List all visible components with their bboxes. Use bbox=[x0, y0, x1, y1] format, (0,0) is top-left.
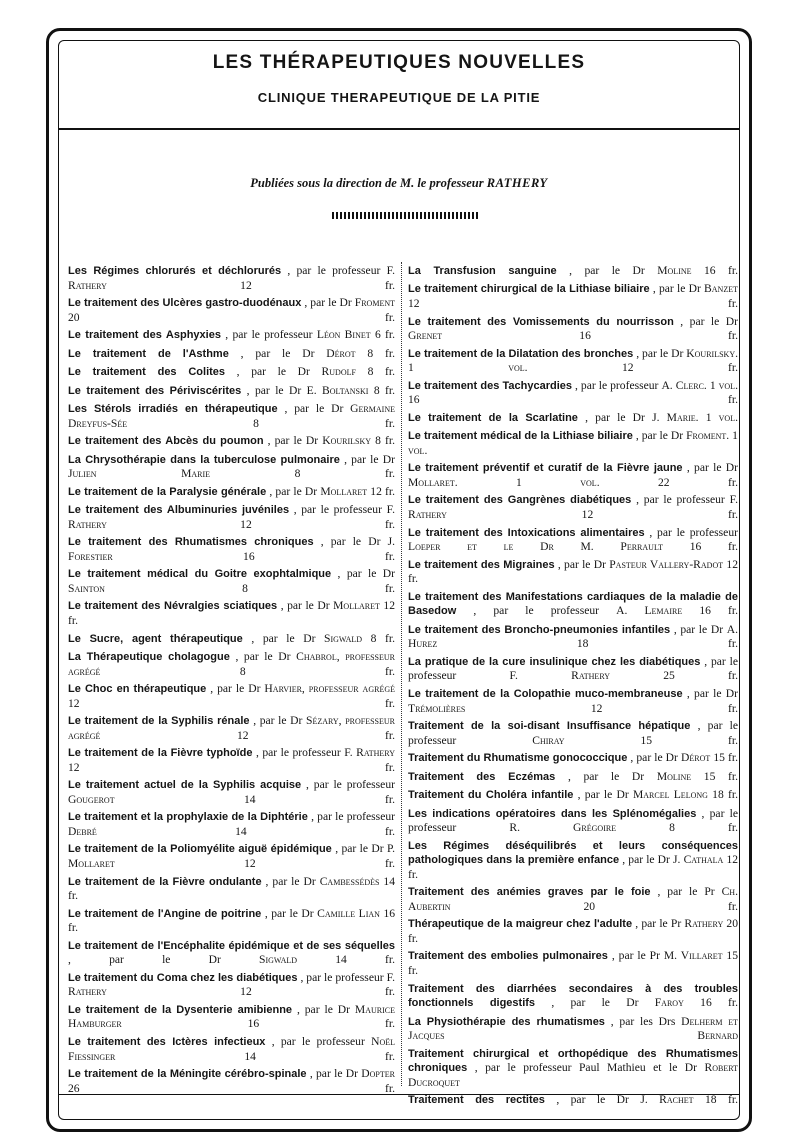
catalog-entry bbox=[68, 599, 395, 627]
entry-title: Le traitement du Coma chez les diabétiques bbox=[68, 971, 298, 984]
entry-byline: , par le Dr bbox=[335, 842, 384, 856]
entry-price: 12 fr. bbox=[240, 985, 395, 999]
entry-author: Gougerot bbox=[68, 792, 115, 806]
entry-byline: , par le Dr bbox=[577, 788, 629, 802]
entry-price: 16 fr. bbox=[247, 1017, 395, 1031]
entry-price: 16 fr. bbox=[703, 264, 739, 277]
entry-author: Ch. Aubertin bbox=[408, 885, 738, 913]
entry-author: Julien Marie bbox=[68, 467, 211, 481]
catalog-left-column bbox=[68, 264, 395, 1099]
catalog-entry bbox=[408, 282, 738, 310]
entry-title: La pratique de la cure insulinique chez les diabétiques bbox=[408, 655, 701, 668]
entry-byline: , par le Dr bbox=[551, 996, 639, 1010]
entry-author: Mollaret bbox=[320, 484, 368, 498]
entry-byline: , par le Dr bbox=[585, 410, 645, 424]
entry-price: 15 fr. bbox=[713, 751, 738, 765]
entry-price: 12 fr. bbox=[68, 760, 395, 774]
entry-author: Dérot bbox=[326, 346, 356, 360]
entry-author: F. Rathery bbox=[68, 970, 395, 999]
entry-title: Traitement chirurgical et orthopédique des Rhumatismes chroniques bbox=[408, 1047, 738, 1075]
entry-title: Le Sucre, agent thérapeutique bbox=[68, 632, 243, 645]
entry-title: Le traitement médical de la Lithiase biliaire bbox=[408, 430, 633, 443]
entry-price: 14 fr. bbox=[244, 1049, 395, 1063]
entry-title: Thérapeutique de la maigreur chez l'adulte bbox=[408, 918, 633, 931]
entry-byline: , par le Dr bbox=[686, 686, 739, 700]
entry-byline: , par le Dr bbox=[673, 622, 724, 636]
entry-price: 12 fr. bbox=[408, 297, 738, 311]
header-rule bbox=[58, 128, 740, 130]
catalog-entry bbox=[68, 453, 395, 481]
catalog-entry bbox=[68, 365, 395, 380]
entry-byline: , par le Dr bbox=[235, 650, 291, 664]
catalog-entry bbox=[68, 296, 395, 324]
entry-title: La Chrysothérapie dans la tuberculose pulmonaire bbox=[68, 453, 340, 466]
entry-byline: , par le professeur bbox=[575, 378, 659, 392]
entry-title: Le traitement de la Fièvre ondulante bbox=[68, 875, 262, 888]
entry-author: Froment. 1 vol. bbox=[408, 429, 738, 457]
entry-title: Le traitement médical du Goitre exophtalmique bbox=[68, 568, 332, 581]
entry-price: 16 fr. bbox=[579, 329, 738, 343]
entry-author: Chiray bbox=[532, 733, 565, 747]
catalog-entry bbox=[68, 682, 395, 710]
page-subtitle: CLINIQUE THERAPEUTIQUE DE LA PITIE bbox=[257, 90, 541, 105]
entry-title: Le traitement des Broncho-pneumonies infantiles bbox=[408, 623, 671, 636]
entry-title: Le traitement de la Syphilis rénale bbox=[68, 715, 250, 728]
catalog-entry bbox=[408, 807, 738, 835]
entry-price: 15 fr. bbox=[640, 733, 738, 747]
entry-title: Le traitement de la Dilatation des bronches bbox=[408, 347, 634, 360]
entry-title: Le traitement des Migraines bbox=[408, 558, 555, 571]
entry-title: Le traitement chirurgical de la Lithiase biliaire bbox=[408, 283, 650, 296]
decorative-ornament bbox=[332, 212, 478, 219]
entry-price: 12 fr. bbox=[590, 701, 738, 715]
column-divider bbox=[401, 262, 402, 1086]
entry-title: Traitement du Rhumatisme gonococcique bbox=[408, 752, 628, 765]
direction-line bbox=[58, 176, 740, 191]
entry-author: P. Mollaret bbox=[68, 842, 396, 871]
entry-author: Camille Lian bbox=[317, 906, 380, 920]
entry-price: 6 fr. bbox=[374, 328, 396, 342]
catalog-entry bbox=[68, 746, 395, 774]
entry-byline: , par le professeur bbox=[311, 810, 395, 824]
catalog-right-column bbox=[408, 264, 738, 1112]
entry-price: 12 fr. bbox=[240, 517, 395, 531]
entry-title: Le traitement de la Poliomyélite aiguë épidémique bbox=[68, 843, 332, 856]
entry-byline: , par le Dr bbox=[68, 953, 221, 967]
page-title: LES THÉRAPEUTIQUES NOUVELLES bbox=[212, 52, 586, 73]
entry-byline: , par le Dr bbox=[557, 557, 606, 571]
entry-price: 12 fr. bbox=[370, 484, 396, 498]
entry-byline: , par le professeur Paul Mathieu et le Dr bbox=[474, 1061, 698, 1075]
entry-byline: , par le Dr bbox=[680, 314, 739, 328]
entry-author: Trémolières bbox=[408, 701, 466, 715]
entry-title: Le traitement des Tachycardies bbox=[408, 379, 572, 392]
entry-author: Mollaret bbox=[333, 599, 380, 613]
entry-author: Moline bbox=[656, 769, 692, 783]
entry-byline: , par le professeur bbox=[306, 778, 395, 792]
entry-byline: , par les Drs bbox=[610, 1014, 676, 1028]
entry-price: 25 fr. bbox=[663, 669, 738, 683]
entry-title: Les Stérols irradiés en thérapeutique bbox=[68, 403, 278, 416]
catalog-entry bbox=[68, 810, 395, 838]
catalog-entry bbox=[408, 687, 738, 715]
entry-byline: , par le Dr bbox=[269, 484, 318, 498]
catalog-entry bbox=[68, 264, 395, 292]
entry-byline: , par le Pr bbox=[657, 885, 715, 899]
entry-author: Maurice Hamburger bbox=[68, 1002, 396, 1031]
entry-title: Le traitement des Manifestations cardiaques de la maladie de Basedow bbox=[408, 590, 738, 618]
entry-author: J. Marie. 1 vol. bbox=[652, 410, 738, 424]
entry-title: Le traitement de la Fièvre typhoïde bbox=[68, 747, 253, 760]
catalog-entry bbox=[408, 526, 738, 554]
entry-price: 15 fr. bbox=[408, 949, 739, 978]
entry-byline: , par le Dr bbox=[251, 631, 316, 645]
catalog-entry bbox=[68, 485, 395, 500]
entry-author: Léon Binet bbox=[316, 328, 371, 342]
entry-title: Le traitement des Colites bbox=[68, 366, 226, 379]
catalog-entry bbox=[408, 461, 738, 489]
entry-author: R. Grégoire bbox=[509, 821, 617, 835]
entry-byline: , par le Dr bbox=[636, 346, 684, 360]
catalog-entry bbox=[408, 411, 738, 426]
entry-author: Noël Fiessinger bbox=[68, 1034, 396, 1063]
director-name: RATHERY bbox=[486, 176, 548, 190]
entry-price: 15 fr. bbox=[703, 769, 739, 783]
entry-author: Harvier, professeur agrégé bbox=[264, 682, 395, 696]
entry-price: 8 fr. bbox=[373, 383, 396, 397]
entry-author: Froment bbox=[354, 296, 395, 310]
catalog-entry bbox=[408, 429, 738, 457]
entry-price: 12 fr. bbox=[408, 853, 739, 881]
entry-title: Le traitement de la Paralysie générale bbox=[68, 485, 267, 498]
entry-title: Le traitement des Vomissements du nourrisson bbox=[408, 315, 674, 328]
catalog-entry bbox=[408, 315, 738, 343]
catalog-entry bbox=[68, 714, 395, 742]
entry-title: Le Choc en thérapeutique bbox=[68, 683, 207, 696]
entry-byline: , par le Dr bbox=[635, 429, 684, 443]
entry-byline: , par le professeur bbox=[293, 503, 382, 517]
catalog-entry bbox=[408, 885, 738, 913]
entry-title: Traitement du Choléra infantile bbox=[408, 789, 574, 802]
entry-byline: , par le Dr bbox=[686, 461, 739, 475]
catalog-entry bbox=[68, 842, 395, 870]
entry-price: 8 fr. bbox=[367, 346, 395, 360]
catalog-entry bbox=[408, 623, 738, 651]
entry-price: 14 fr. bbox=[68, 874, 396, 903]
catalog-entry bbox=[408, 655, 738, 683]
entry-title: Le traitement de la Scarlatine bbox=[408, 411, 578, 424]
catalog-entry bbox=[408, 839, 738, 882]
entry-byline: , par le Dr bbox=[253, 714, 303, 728]
entry-author: Dérot bbox=[681, 751, 711, 765]
catalog-entry bbox=[68, 778, 395, 806]
entry-price: 12 fr. bbox=[244, 857, 395, 871]
entry-author: J. Cathala bbox=[673, 853, 724, 867]
entry-title: Traitement des Eczémas bbox=[408, 770, 556, 783]
entry-title: Le traitement des Albuminuries juvéniles bbox=[68, 504, 290, 517]
entry-author: Cambessédès bbox=[319, 874, 380, 888]
entry-price: 12 fr. bbox=[68, 696, 395, 710]
entry-author: E. Boltanski bbox=[306, 383, 369, 397]
direction-prefix: Publiées sous la direction de M. le professeur bbox=[250, 176, 484, 190]
entry-title: Le traitement de l'Encéphalite épidémique et de ses séquelles bbox=[68, 939, 395, 952]
entry-byline: , par le professeur bbox=[408, 718, 738, 747]
entry-byline: , par le Dr bbox=[320, 535, 381, 549]
catalog-entry bbox=[68, 402, 395, 430]
entry-author: Pasteur Vallery-Radot bbox=[609, 557, 724, 571]
entry-author: F. Rathery bbox=[344, 746, 395, 760]
entry-title: Le traitement actuel de la Syphilis acquise bbox=[68, 779, 302, 792]
entry-byline: , par le Dr bbox=[240, 346, 315, 360]
entry-byline: , par le Dr bbox=[267, 434, 319, 448]
entry-author: A. Clerc. 1 vol. bbox=[661, 378, 738, 392]
entry-price: 8 fr. bbox=[239, 664, 395, 678]
entry-title: Le traitement de la Méningite cérébro-spinale bbox=[68, 1068, 307, 1081]
entry-byline: , par le Dr bbox=[265, 874, 316, 888]
entry-title: Le traitement de la Colopathie muco-membraneuse bbox=[408, 687, 683, 700]
entry-author: Faroy bbox=[654, 996, 684, 1010]
entry-title: Le traitement des Asphyxies bbox=[68, 329, 221, 342]
catalog-entry bbox=[408, 719, 738, 747]
entry-price: 18 fr. bbox=[576, 637, 738, 651]
entry-author: Kourilsky. 1 vol. bbox=[408, 346, 738, 375]
entry-author: Banzet bbox=[704, 282, 738, 296]
entry-price: 12 fr. bbox=[68, 599, 395, 628]
entry-author: Delherm et Jacques Bernard bbox=[408, 1014, 738, 1043]
entry-price: 16 fr. bbox=[68, 906, 396, 935]
entry-price: 8 fr. bbox=[370, 631, 396, 645]
catalog-entry bbox=[408, 558, 738, 586]
catalog-entry bbox=[68, 650, 395, 678]
entry-byline: , par le Dr bbox=[309, 1067, 358, 1081]
entry-byline: , par le professeur bbox=[408, 806, 738, 835]
catalog-entry bbox=[408, 751, 738, 766]
catalog-entry bbox=[68, 907, 395, 935]
entry-byline: , par le Dr bbox=[630, 751, 678, 765]
catalog-entry bbox=[408, 917, 738, 945]
entry-title: La Thérapeutique cholagogue bbox=[68, 651, 230, 664]
catalog-entry bbox=[408, 1015, 738, 1043]
entry-price: 20 fr. bbox=[583, 899, 738, 913]
entry-author: J. Forestier bbox=[68, 535, 395, 563]
entry-title: La Physiothérapie des rhumatismes bbox=[408, 1015, 605, 1028]
catalog-entry bbox=[68, 875, 395, 903]
entry-price: 16 fr. bbox=[689, 540, 738, 554]
catalog-entry bbox=[68, 347, 395, 362]
entry-title: Traitement des diarrhées secondaires à des troubles fonctionnels digestifs bbox=[408, 982, 738, 1010]
entry-title: Les Régimes déséquilibrés et leurs conséquences pathologiques dans la première enfance bbox=[408, 839, 738, 867]
entry-author: J. Rachet bbox=[640, 1093, 694, 1107]
entry-byline: , par le Dr bbox=[556, 1093, 629, 1107]
entry-title: Traitement des rectites bbox=[408, 1094, 545, 1107]
entry-author: Loeper et le Dr M. Perrault bbox=[408, 540, 663, 554]
entry-author: Mollaret. 1 vol. bbox=[408, 475, 600, 489]
entry-title: Le traitement préventif et curatif de la Fièvre jaune bbox=[408, 462, 683, 475]
catalog-entry bbox=[68, 434, 395, 449]
entry-price: 12 fr. bbox=[581, 508, 738, 522]
entry-author: Sigwald bbox=[324, 631, 363, 645]
entry-author: Moline bbox=[657, 264, 692, 277]
entry-byline: , par le Dr bbox=[280, 599, 330, 613]
entry-title: Le traitement de l'Angine de poitrine bbox=[68, 907, 262, 920]
entry-author: Grenet bbox=[408, 329, 443, 343]
entry-author: Rathery bbox=[684, 917, 724, 931]
entry-price: 14 fr. bbox=[335, 953, 395, 967]
entry-author: F. Rathery bbox=[408, 493, 738, 522]
entry-price: 16 fr. bbox=[243, 549, 395, 563]
entry-author: Marcel Lelong bbox=[632, 788, 708, 802]
entry-author: F. Rathery bbox=[68, 503, 396, 531]
entry-title: Le traitement de la Dysenterie amibienne bbox=[68, 1003, 293, 1016]
entry-author: Robert Ducroquet bbox=[408, 1061, 738, 1089]
entry-byline: , par le professeur bbox=[271, 1034, 365, 1048]
entry-byline: , par le professeur bbox=[300, 970, 384, 984]
entry-author: Sainton bbox=[68, 581, 105, 595]
entry-price: 12 fr. bbox=[621, 361, 738, 375]
entry-byline: , par le Dr bbox=[567, 769, 645, 783]
entry-price: 26 fr. bbox=[68, 1081, 395, 1095]
catalog-entry bbox=[408, 1047, 738, 1090]
entry-title: Les indications opératoires dans les Splénomégalies bbox=[408, 807, 697, 820]
entry-byline: , par le professeur bbox=[473, 604, 600, 618]
catalog-entry bbox=[408, 788, 738, 803]
entry-title: Le traitement et la prophylaxie de la Diphtérie bbox=[68, 811, 308, 824]
catalog-entry bbox=[68, 939, 395, 967]
catalog-entry bbox=[408, 1093, 738, 1108]
entry-title: Le traitement des Intoxications alimentaires bbox=[408, 526, 645, 539]
entry-byline: , par le Dr bbox=[304, 296, 352, 310]
entry-author: Dopter bbox=[361, 1067, 395, 1081]
entry-author: Germaine Dreyfus-Sée bbox=[68, 402, 395, 430]
entry-byline: , par le Dr bbox=[284, 402, 344, 416]
entry-price: 8 fr. bbox=[375, 434, 395, 448]
entry-byline: , par le Dr bbox=[622, 853, 670, 867]
catalog-entry bbox=[68, 503, 395, 531]
entry-author: Sigwald bbox=[259, 953, 298, 967]
catalog-entry bbox=[68, 1067, 395, 1095]
entry-price: 12 fr. bbox=[240, 278, 395, 292]
entry-price: 8 fr. bbox=[242, 581, 395, 595]
catalog-entry bbox=[68, 632, 395, 647]
catalog-entry bbox=[68, 971, 395, 999]
entry-price: 20 fr. bbox=[68, 310, 395, 324]
entry-byline: , par le professeur bbox=[225, 328, 313, 342]
entry-byline: , par le Dr bbox=[210, 682, 261, 696]
entry-byline: , par le professeur bbox=[255, 746, 341, 760]
entry-title: Le traitement des Gangrènes diabétiques bbox=[408, 494, 632, 507]
entry-price: 12 fr. bbox=[408, 557, 738, 586]
entry-author: F. Rathery bbox=[68, 264, 395, 292]
entry-title: Traitement des anémies graves par le foie bbox=[408, 886, 651, 899]
entry-author: Debré bbox=[68, 825, 97, 838]
entry-author: Rudolf bbox=[321, 365, 356, 379]
entry-byline: , par le Dr bbox=[264, 906, 314, 920]
entry-title: Le traitement des Périviscérites bbox=[68, 384, 242, 397]
catalog-entry bbox=[408, 493, 738, 521]
catalog-entry bbox=[408, 347, 738, 375]
entry-byline: , par le Dr bbox=[296, 1002, 350, 1016]
entry-author: A. Hurez bbox=[408, 622, 738, 651]
entry-byline: , par le professeur bbox=[649, 525, 738, 539]
entry-byline: , par le Dr bbox=[236, 365, 310, 379]
entry-title: Le traitement des Rhumatismes chroniques bbox=[68, 536, 314, 549]
catalog-entry bbox=[68, 535, 395, 563]
entry-author: M. Villaret bbox=[663, 949, 723, 963]
catalog-entry bbox=[408, 264, 738, 279]
entry-price: 8 fr. bbox=[294, 467, 395, 481]
catalog-entry bbox=[68, 1035, 395, 1063]
entry-price: 18 fr. bbox=[712, 788, 738, 802]
entry-byline: , par le Pr bbox=[635, 917, 682, 931]
entry-price: 8 fr. bbox=[669, 821, 738, 835]
catalog-entry bbox=[68, 384, 395, 399]
entry-byline: , par le Dr bbox=[337, 567, 396, 581]
entry-title: Le traitement des Abcès du poumon bbox=[68, 435, 264, 448]
entry-price: 14 fr. bbox=[235, 825, 395, 838]
entry-title: Les Régimes chlorurés et déchlorurés bbox=[68, 265, 282, 277]
entry-price: 16 fr. bbox=[699, 604, 738, 618]
catalog-entry bbox=[408, 379, 738, 407]
catalog-entry bbox=[408, 949, 738, 977]
entry-author: A. Lemaire bbox=[616, 604, 683, 618]
entry-byline: , par le Pr bbox=[611, 949, 660, 963]
entry-author: Chabrol, professeur agrégé bbox=[68, 650, 395, 678]
entry-title: Traitement de la soi-disant Insuffisance hépatique bbox=[408, 719, 691, 732]
entry-byline: , par le Dr bbox=[652, 282, 701, 296]
entry-byline: , par le professeur bbox=[287, 264, 381, 277]
entry-byline: , par le Dr bbox=[344, 452, 395, 466]
entry-price: 16 fr. bbox=[408, 393, 738, 407]
catalog-entry bbox=[408, 770, 738, 785]
entry-title: Le traitement de l'Asthme bbox=[68, 347, 229, 360]
entry-title: Le traitement des Névralgies sciatiques bbox=[68, 600, 278, 613]
entry-price: 12 fr. bbox=[236, 728, 395, 742]
catalog-entry bbox=[408, 982, 738, 1011]
entry-byline: , par le Dr bbox=[246, 383, 302, 397]
entry-price: 22 fr. bbox=[658, 475, 738, 489]
entry-price: 14 fr. bbox=[244, 792, 395, 806]
entry-price: 8 fr. bbox=[367, 365, 395, 379]
entry-price: 20 fr. bbox=[408, 917, 739, 945]
entry-byline: , par le Dr bbox=[569, 264, 645, 277]
entry-title: Traitement des embolies pulmonaires bbox=[408, 950, 608, 963]
entry-title: Le traitement des Ictères infectieux bbox=[68, 1035, 266, 1048]
entry-author: Sézary, professeur agrégé bbox=[68, 714, 396, 742]
entry-author: F. Rathery bbox=[509, 669, 610, 683]
entry-title: Le traitement des Ulcères gastro-duodénaux bbox=[68, 297, 302, 310]
entry-price: 8 fr. bbox=[253, 416, 395, 430]
catalog-entry bbox=[68, 567, 395, 595]
catalog-entry bbox=[68, 328, 395, 343]
footer-rule bbox=[58, 1094, 740, 1095]
entry-byline: , par le professeur bbox=[636, 493, 725, 507]
entry-byline: , par le professeur bbox=[408, 654, 738, 683]
entry-title: La Transfusion sanguine bbox=[408, 265, 557, 277]
entry-price: 16 fr. bbox=[700, 996, 738, 1010]
catalog-entry bbox=[408, 590, 738, 619]
catalog-entry bbox=[68, 1003, 395, 1031]
entry-author: Kourilsky bbox=[322, 434, 372, 448]
entry-price: 18 fr. bbox=[704, 1093, 738, 1107]
